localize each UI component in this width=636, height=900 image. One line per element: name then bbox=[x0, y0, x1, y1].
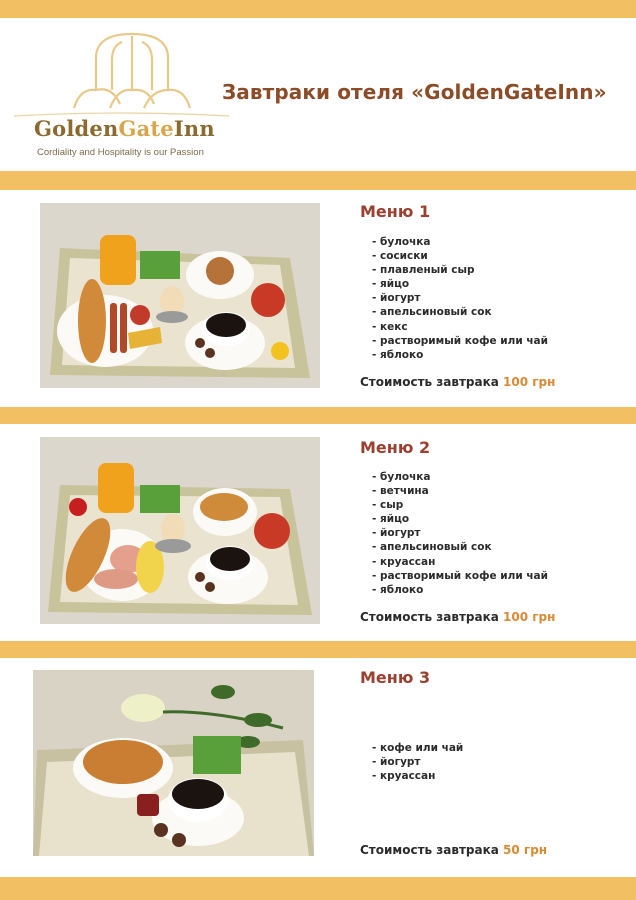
menu-item: - плавленый сыр bbox=[372, 264, 475, 277]
logo-word-golden: Golden bbox=[34, 116, 119, 141]
menu-item: - ветчина bbox=[372, 485, 429, 498]
logo-arches-icon bbox=[14, 30, 229, 120]
logo-word-inn: Inn bbox=[173, 116, 215, 141]
menu-item: - йогурт bbox=[372, 756, 421, 769]
menu-item: - яйцо bbox=[372, 513, 410, 526]
price-amount: 100 грн bbox=[503, 375, 556, 389]
menu-item: - апельсиновый сок bbox=[372, 306, 492, 319]
price-amount: 50 грн bbox=[503, 843, 548, 857]
menu-items-list bbox=[372, 741, 463, 783]
breakfast-price bbox=[360, 610, 555, 624]
menu-item: - круассан bbox=[372, 555, 436, 568]
divider-band bbox=[0, 407, 636, 424]
menu-3-photo bbox=[33, 670, 314, 856]
divider-band bbox=[0, 641, 636, 658]
logo-word-gate: Gate bbox=[118, 116, 174, 141]
price-label: Стоимость завтрака bbox=[360, 843, 499, 857]
page-title: Завтраки отеля «GoldenGateInn» bbox=[222, 80, 607, 104]
logo-tagline: Cordiality and Hospitality is our Passion bbox=[37, 147, 204, 158]
menu-item: - растворимый кофе или чай bbox=[372, 569, 548, 582]
divider-band bbox=[0, 171, 636, 190]
menu-item: - йогурт bbox=[372, 527, 421, 540]
menu-item: - круассан bbox=[372, 770, 436, 783]
breakfast-price bbox=[360, 843, 547, 857]
logo-wordmark bbox=[34, 116, 215, 141]
price-label: Стоимость завтрака bbox=[360, 610, 499, 624]
menu-item: - яблоко bbox=[372, 348, 424, 361]
menu-title: Меню 1 bbox=[360, 202, 431, 221]
menu-1-photo bbox=[40, 203, 320, 388]
hotel-logo bbox=[14, 30, 229, 162]
menu-2-photo bbox=[40, 437, 320, 624]
menu-item: - яблоко bbox=[372, 583, 424, 596]
price-label: Стоимость завтрака bbox=[360, 375, 499, 389]
menu-item: - яйцо bbox=[372, 278, 410, 291]
menu-items-list bbox=[372, 470, 548, 597]
menu-item: - растворимый кофе или чай bbox=[372, 334, 548, 347]
menu-item: - кофе или чай bbox=[372, 742, 464, 754]
menu-items-list bbox=[372, 235, 548, 362]
price-amount: 100 грн bbox=[503, 610, 556, 624]
menu-item: - булочка bbox=[372, 471, 431, 483]
menu-item: - йогурт bbox=[372, 292, 421, 305]
menu-title: Меню 3 bbox=[360, 668, 431, 687]
menu-item: - апельсиновый сок bbox=[372, 541, 492, 554]
bottom-band bbox=[0, 877, 636, 900]
menu-item: - кекс bbox=[372, 320, 408, 333]
menu-item: - сосиски bbox=[372, 250, 428, 263]
menu-item: - сыр bbox=[372, 499, 404, 512]
top-band bbox=[0, 0, 636, 18]
menu-title: Меню 2 bbox=[360, 438, 431, 457]
breakfast-price bbox=[360, 375, 555, 389]
menu-item: - булочка bbox=[372, 236, 431, 248]
